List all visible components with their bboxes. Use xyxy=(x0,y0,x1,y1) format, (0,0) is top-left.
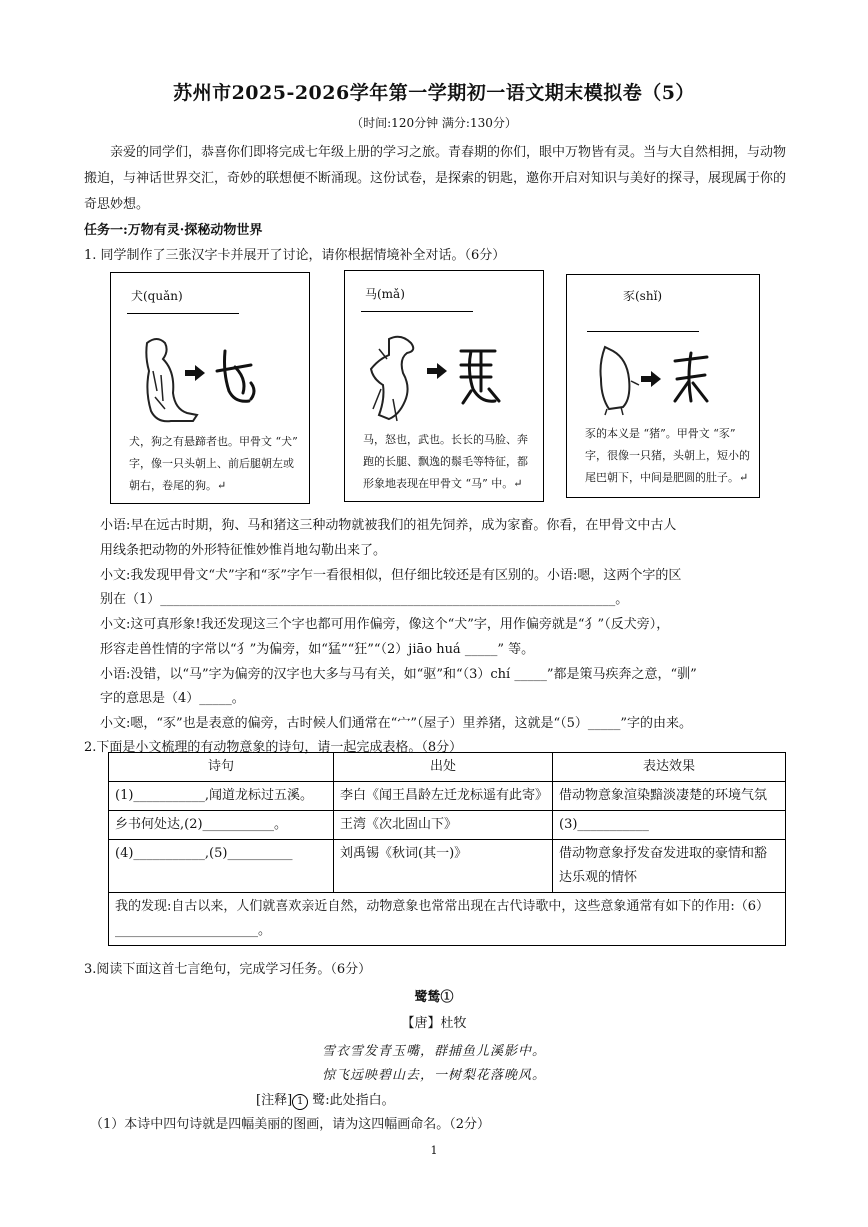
table-row xyxy=(109,782,786,811)
question-1: 1. 同学制作了三张汉字卡并展开了讨论，请你根据情境补全对话。（6分） xyxy=(84,248,506,263)
table-footer-cell[interactable]: 我的发现:自古以来，人们就喜欢亲近自然，动物意象也常常出现在古代诗歌中，这些意象通常有如下的作用:（6）______________________。 xyxy=(109,893,786,946)
oracle-ma-glyph xyxy=(451,341,511,411)
table-cell: 王湾《次北固山下》 xyxy=(334,811,553,840)
column-header: 诗句 xyxy=(109,753,334,782)
dialogue-line: 小文:我发现甲骨文“犬”字和“豕”字乍一看很相似，但仔细比较还是有区别的。小语:嗯，这两个字的区 xyxy=(100,568,682,583)
table-cell[interactable]: 乡书何处达,(2)___________。 xyxy=(109,811,334,840)
table-cell: 借动物意象渲染黯淡凄楚的环境气氛 xyxy=(553,782,786,811)
answer-blank-1[interactable]: 别在（1）______________________________________________________________________。 xyxy=(100,592,629,607)
dialogue-line: 小语:早在远古时期，狗、马和猪这三种动物就被我们的祖先饲养，成为家畜。你看，在甲骨文中古人 xyxy=(100,518,677,533)
pig-illustration xyxy=(587,341,647,417)
table-row xyxy=(109,840,786,893)
page-subtitle: （时间:120分钟 满分:130分） xyxy=(351,116,517,130)
card-answer-blank xyxy=(127,313,239,314)
question-3-1: （1）本诗中四句诗就是四幅美丽的图画，请为这四幅画命名。（2分） xyxy=(90,1117,491,1132)
poem-note xyxy=(256,1091,868,1111)
card-char-label: 豕(shǐ) xyxy=(623,289,663,303)
poem-line: 惊飞远映碧山去，一树梨花落晚风。 xyxy=(321,1068,546,1083)
card-description: 豕的本义是 “猪”。甲骨文 “豕” 字，很像一只猪，头朝上，短小的 尾巴朝下，中间是肥圆的肚子。↵ xyxy=(585,427,750,484)
note-number: 1 xyxy=(292,1094,308,1110)
oracle-quan-glyph xyxy=(211,343,271,413)
arrow-right-icon xyxy=(183,363,207,383)
table-cell: 刘禹锡《秋词(其一)》 xyxy=(334,840,553,893)
hanzi-card-quan xyxy=(110,272,310,504)
table-cell: 李白《闻王昌龄左迁龙标遥有此寄》 xyxy=(334,782,553,811)
poem-author: 【唐】杜牧 xyxy=(401,1016,467,1031)
dialogue-line: 用线条把动物的外形特征惟妙惟肖地勾勒出来了。 xyxy=(100,543,387,558)
column-header: 出处 xyxy=(334,753,553,782)
answer-blank-5[interactable]: 小文:嗯，“豕”也是表意的偏旁，古时候人们通常在“宀”（屋子）里养猪，这就是“（5）_____”字的由来。 xyxy=(100,716,693,731)
page-title: 苏州市2025-2026学年第一学期初一语文期末模拟卷（5） xyxy=(173,82,695,104)
dialogue-line: 小文:这可真形象!我还发现这三个字也都可用作偏旁，像这个“犬”字，用作偏旁就是“犭”（反犬旁）， xyxy=(100,617,670,632)
table-row xyxy=(109,893,786,946)
poetry-table xyxy=(108,752,786,946)
question-2: 2.下面是小文梳理的有动物意象的诗句，请一起完成表格。（8分） xyxy=(84,740,463,755)
card-description: 马，怒也，武也。长长的马脸、奔 跑的长腿、飘逸的鬃毛等特征，都 形象地表现在甲骨文 “马” 中。↵ xyxy=(363,433,528,490)
answer-blank-2[interactable]: 形容走兽性情的字常以“犭”为偏旁，如“猛”“狂”“（2）jiāo huá _____” 等。 xyxy=(100,642,535,657)
column-header: 表达效果 xyxy=(553,753,786,782)
card-answer-blank xyxy=(587,331,699,332)
arrow-right-icon xyxy=(425,361,449,381)
table-cell[interactable]: (4)___________,(5)__________ xyxy=(109,840,334,893)
poem-line: 雪衣雪发青玉嘴，群捕鱼儿溪影中。 xyxy=(321,1044,546,1059)
intro-paragraph: 亲爱的同学们，恭喜你们即将完成七年级上册的学习之旅。青春期的你们，眼中万物皆有灵。当与大自然相拥，与动物搬迫，与神话世界交汇，奇妙的联想便不断涌现。这份试卷，是探索的钥匙，邀你开启对知识与美好的探寻，展现属于你的奇思妙想。 xyxy=(84,145,787,212)
page-number: 1 xyxy=(430,1144,438,1157)
hanzi-card-ma xyxy=(344,270,544,502)
table-cell[interactable]: (1)___________,闻道龙标过五溪。 xyxy=(109,782,334,811)
answer-blank-3[interactable]: 小语:没错，以“马”字为偏旁的汉字也大多与马有关，如“驱”和“（3）chí _____”都是策马疾奔之意，“驯” xyxy=(100,667,697,682)
card-description: 犬，狗之有悬蹄者也。甲骨文 “犬” 字，像一只头朝上、前后腿朝左或 朝右，卷尾的狗。↵ xyxy=(129,435,298,492)
table-row xyxy=(109,811,786,840)
card-answer-blank xyxy=(361,311,473,312)
answer-blank-4[interactable]: 字的意思是（4）_____。 xyxy=(100,691,245,706)
poem-title: 鹭鸶① xyxy=(414,990,454,1005)
table-cell[interactable]: (3)___________ xyxy=(553,811,786,840)
hanzi-card-shi xyxy=(566,274,760,498)
oracle-shi-glyph xyxy=(667,349,721,413)
card-char-label: 马(mǎ) xyxy=(365,287,405,301)
table-cell: 借动物意象抒发奋发进取的豪情和豁达乐观的情怀 xyxy=(553,840,786,893)
arrow-right-icon xyxy=(639,369,663,389)
horse-illustration xyxy=(359,329,429,429)
note-text: 鹭:此处指白。 xyxy=(308,1093,395,1108)
question-3: 3.阅读下面这首七言绝句，完成学习任务。（6分） xyxy=(84,962,372,977)
card-char-label: 犬(quǎn) xyxy=(131,289,183,303)
task1-heading: 任务一:万物有灵·探秘动物世界 xyxy=(84,223,263,238)
note-prefix: [注释] xyxy=(256,1093,293,1108)
